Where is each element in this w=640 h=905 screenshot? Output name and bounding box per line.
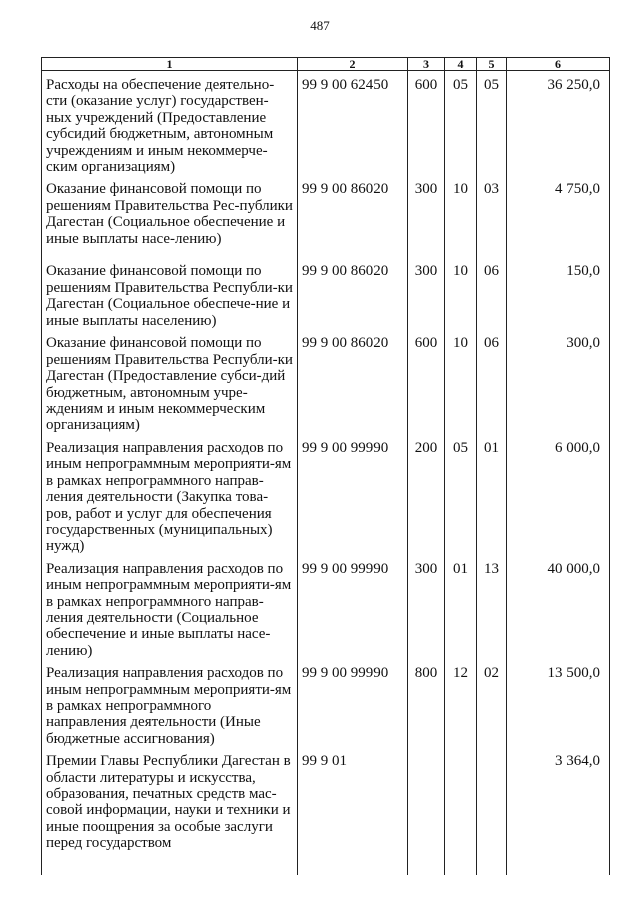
expense-name: Реализация направления расходов по иным непрограммным мероприяти-ям в рамках непрограммного направ-ления деятельности (Социальное обеспечение и иные выплаты насе-лению) bbox=[42, 555, 298, 659]
amount: 40 000,0 bbox=[507, 555, 610, 659]
column-header: 4 bbox=[445, 58, 477, 71]
expense-type: 600 bbox=[408, 329, 445, 433]
budget-code: 99 9 00 99990 bbox=[298, 659, 408, 747]
table-row bbox=[42, 659, 610, 747]
expense-name: Реализация направления расходов по иным непрограммным мероприяти-ям в рамках непрограммного направ-ления деятельности (Закупка това-ров, работ и услуг для обеспечения государственных (муниципальных) нужд) bbox=[42, 434, 298, 555]
subsection: 06 bbox=[477, 329, 507, 433]
section: 12 bbox=[445, 659, 477, 747]
amount: 3 364,0 bbox=[507, 747, 610, 875]
table-row bbox=[42, 434, 610, 555]
amount: 150,0 bbox=[507, 257, 610, 329]
table-row bbox=[42, 257, 610, 329]
amount: 36 250,0 bbox=[507, 71, 610, 176]
column-header: 1 bbox=[42, 58, 298, 71]
subsection: 06 bbox=[477, 257, 507, 329]
amount: 4 750,0 bbox=[507, 175, 610, 257]
budget-code: 99 9 00 99990 bbox=[298, 555, 408, 659]
budget-code: 99 9 00 86020 bbox=[298, 257, 408, 329]
subsection: 05 bbox=[477, 71, 507, 176]
table-row bbox=[42, 329, 610, 433]
page-number: 487 bbox=[310, 18, 330, 33]
expense-name: Премии Главы Республики Дагестан в области литературы и искусства, образования, печатных средств мас-совой информации, науки и техники и иные поощрения за особые заслуги перед государством bbox=[42, 747, 298, 875]
amount: 6 000,0 bbox=[507, 434, 610, 555]
expense-type: 800 bbox=[408, 659, 445, 747]
amount: 300,0 bbox=[507, 329, 610, 433]
subsection: 02 bbox=[477, 659, 507, 747]
expense-name: Оказание финансовой помощи по решениям Правительства Республи-ки Дагестан (Предоставление субси-дий бюджетным, автономным учре-ждениям и иным некоммерческим организациям) bbox=[42, 329, 298, 433]
section: 01 bbox=[445, 555, 477, 659]
section: 10 bbox=[445, 257, 477, 329]
section: 10 bbox=[445, 175, 477, 257]
table-row bbox=[42, 747, 610, 875]
section: 05 bbox=[445, 434, 477, 555]
budget-code: 99 9 00 86020 bbox=[298, 175, 408, 257]
expense-type bbox=[408, 747, 445, 875]
budget-code: 99 9 00 99990 bbox=[298, 434, 408, 555]
budget-code: 99 9 01 bbox=[298, 747, 408, 875]
expense-name: Оказание финансовой помощи по решениям Правительства Республи-ки Дагестан (Социальное обеспече-ние и иные выплаты населению) bbox=[42, 257, 298, 329]
column-header: 2 bbox=[298, 58, 408, 71]
table-row bbox=[42, 175, 610, 257]
expense-type: 200 bbox=[408, 434, 445, 555]
table-row bbox=[42, 555, 610, 659]
table-row bbox=[42, 71, 610, 176]
amount: 13 500,0 bbox=[507, 659, 610, 747]
column-header: 6 bbox=[507, 58, 610, 71]
budget-code: 99 9 00 86020 bbox=[298, 329, 408, 433]
expense-type: 300 bbox=[408, 175, 445, 257]
expense-name: Расходы на обеспечение деятельно-сти (оказание услуг) государствен-ных учреждений (Предоставление субсидий бюджетным, автономным учреждениям и иным некоммерче-ским организациям) bbox=[42, 71, 298, 176]
expense-type: 300 bbox=[408, 257, 445, 329]
subsection bbox=[477, 747, 507, 875]
expense-type: 600 bbox=[408, 71, 445, 176]
section: 10 bbox=[445, 329, 477, 433]
column-header: 3 bbox=[408, 58, 445, 71]
section: 05 bbox=[445, 71, 477, 176]
expense-name: Реализация направления расходов по иным непрограммным мероприяти-ям в рамках непрограммного направления деятельности (Иные бюджетные ассигнования) bbox=[42, 659, 298, 747]
expense-name: Оказание финансовой помощи по решениям Правительства Рес-публики Дагестан (Социальное обеспечение и иные выплаты насе-лению) bbox=[42, 175, 298, 257]
expense-type: 300 bbox=[408, 555, 445, 659]
subsection: 01 bbox=[477, 434, 507, 555]
subsection: 03 bbox=[477, 175, 507, 257]
subsection: 13 bbox=[477, 555, 507, 659]
column-header: 5 bbox=[477, 58, 507, 71]
budget-table bbox=[41, 57, 610, 875]
budget-code: 99 9 00 62450 bbox=[298, 71, 408, 176]
section bbox=[445, 747, 477, 875]
table-header-row bbox=[42, 58, 610, 71]
